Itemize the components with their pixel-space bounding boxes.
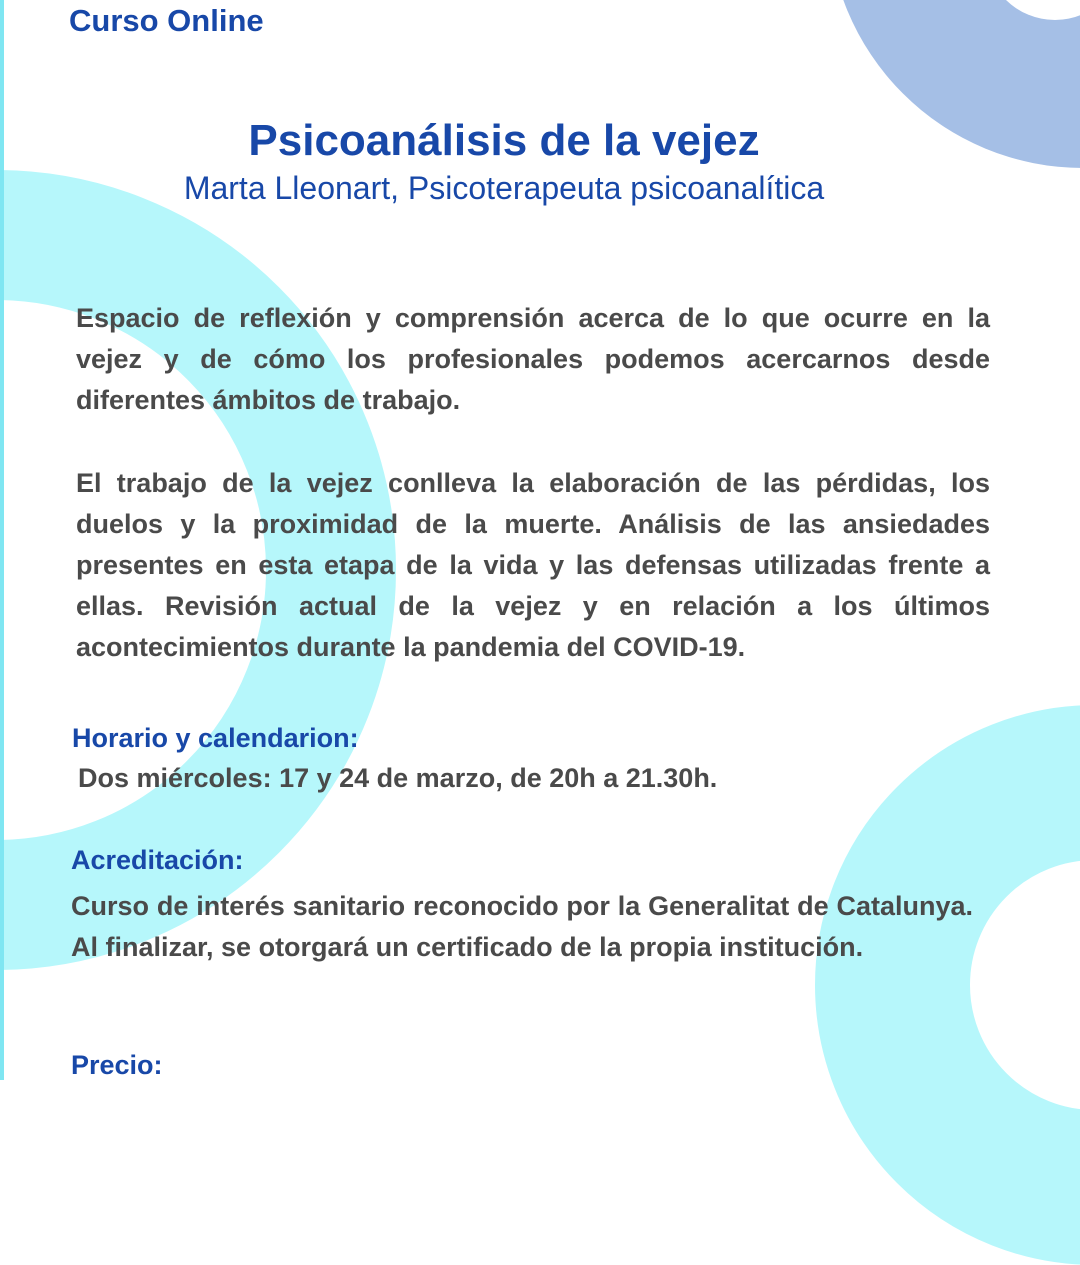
description-paragraph-1: Espacio de reflexión y comprensión acerca de lo que ocurre en la vejez y de cómo los profesionales podemos acercarnos desde diferentes ámbitos de trabajo. [76,303,990,415]
accreditation-text: Curso de interés sanitario reconocido por la Generalitat de Catalunya. Al finalizar, se otorgará un certificado de la propia institución. [71,891,973,962]
course-instructor: Marta Lleonart, Psicoterapeuta psicoanalítica [183,170,825,206]
accreditation-heading: Acreditación: [71,845,244,875]
price-heading: Precio: [71,1050,163,1080]
course-title: Psicoanálisis de la vejez [248,116,760,165]
description-paragraph-2: El trabajo de la vejez conlleva la elaboración de las pérdidas, los duelos y la proximidad de la muerte. Análisis de las ansiedades presentes en esta etapa de la vida y las defensas utilizadas frente a ellas. Revisión actual de la vejez y en relación a los últimos acontecimientos durante la pandemia del COVID-19. [76,468,990,662]
schedule-text: Dos miércoles: 17 y 24 de marzo, de 20h a 21.30h. [78,763,718,793]
course-type-label: Curso Online [69,3,264,38]
schedule-heading: Horario y calendarion: [72,723,359,753]
